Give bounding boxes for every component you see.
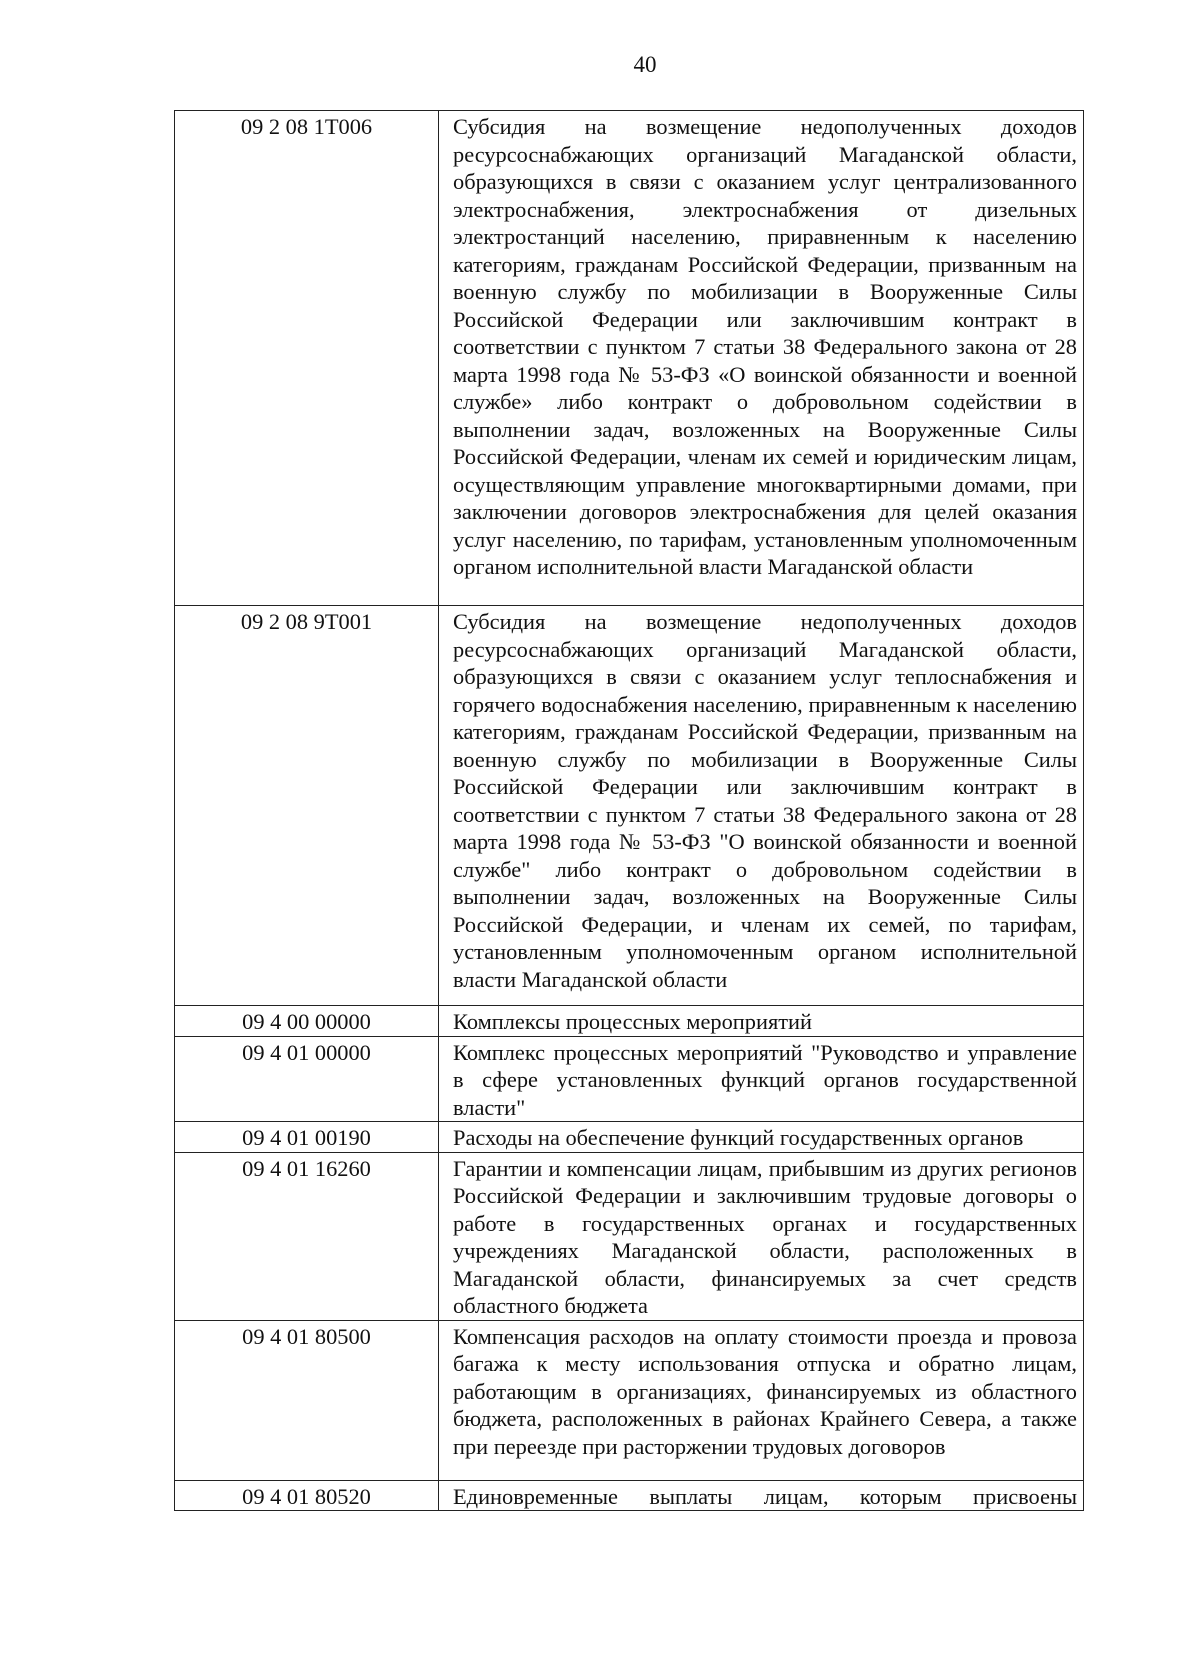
table-row: [175, 1006, 1084, 1037]
budget-description: Компенсация расходов на оплату стоимости проезда и провоза багажа к месту использования отпуска и обратно лицам, работающим в организациях, финансируемых из областного бюджета, расположенных в районах Крайнего Севера, а также при переезде при расторжении трудовых договоров: [439, 1320, 1084, 1480]
budget-code: 09 4 01 00190: [175, 1122, 439, 1153]
budget-code: 09 4 01 16260: [175, 1152, 439, 1320]
budget-code: 09 4 00 00000: [175, 1006, 439, 1037]
table-row: [175, 1122, 1084, 1153]
budget-code: 09 2 08 1T006: [175, 111, 439, 606]
budget-description: Комплекс процессных мероприятий "Руководство и управление в сфере установленных функций органов государственной власти": [439, 1036, 1084, 1122]
budget-description: Гарантии и компенсации лицам, прибывшим из других регионов Российской Федерации и заключившим трудовые договоры о работе в государственных органах и государственных учреждениях Магаданской области, расположенных в Магаданской области, финансируемых за счет средств областного бюджета: [439, 1152, 1084, 1320]
budget-description: Субсидия на возмещение недополученных доходов ресурсоснабжающих организаций Магаданской области, образующихся в связи с оказанием услуг теплоснабжения и горячего водоснабжения населению, приравненным к населению категориям, гражданам Российской Федерации, призванным на военную службу по мобилизации в Вооруженные Силы Российской Федерации или заключившим контракт в соответствии с пунктом 7 статьи 38 Федерального закона от 28 марта 1998 года № 53-ФЗ "О воинской обязанности и военной службе" либо контракт о добровольном содействии в выполнении задач, возложенных на Вооруженные Силы Российской Федерации, и членам их семей, по тарифам, установленным уполномоченным органом исполнительной власти Магаданской области: [439, 606, 1084, 1006]
budget-code-table: [174, 110, 1084, 1511]
budget-description: Расходы на обеспечение функций государственных органов: [439, 1122, 1084, 1153]
budget-code: 09 4 01 80500: [175, 1320, 439, 1480]
table-row: [175, 1320, 1084, 1480]
table-row: [175, 111, 1084, 606]
budget-code: 09 2 08 9T001: [175, 606, 439, 1006]
table-row: [175, 1480, 1084, 1511]
budget-description: Субсидия на возмещение недополученных доходов ресурсоснабжающих организаций Магаданской области, образующихся в связи с оказанием услуг централизованного электроснабжения, электроснабжения от дизельных электростанций населению, приравненным к населению категориям, гражданам Российской Федерации, призванным на военную службу по мобилизации в Вооруженные Силы Российской Федерации или заключившим контракт в соответствии с пунктом 7 статьи 38 Федерального закона от 28 марта 1998 года № 53-ФЗ «О воинской обязанности и военной службе» либо контракт о добровольном содействии в выполнении задач, возложенных на Вооруженные Силы Российской Федерации, членам их семей и юридическим лицам, осуществляющим управление многоквартирными домами, при заключении договоров электроснабжения для целей оказания услуг населению, по тарифам, установленным уполномоченным органом исполнительной власти Магаданской области: [439, 111, 1084, 606]
budget-description: Комплексы процессных мероприятий: [439, 1006, 1084, 1037]
table-row: [175, 606, 1084, 1006]
budget-description: Единовременные выплаты лицам, которым присвоены: [439, 1480, 1084, 1511]
table-row: [175, 1036, 1084, 1122]
table-row: [175, 1152, 1084, 1320]
budget-code: 09 4 01 00000: [175, 1036, 439, 1122]
page-number: 40: [633, 52, 657, 77]
budget-code: 09 4 01 80520: [175, 1480, 439, 1511]
